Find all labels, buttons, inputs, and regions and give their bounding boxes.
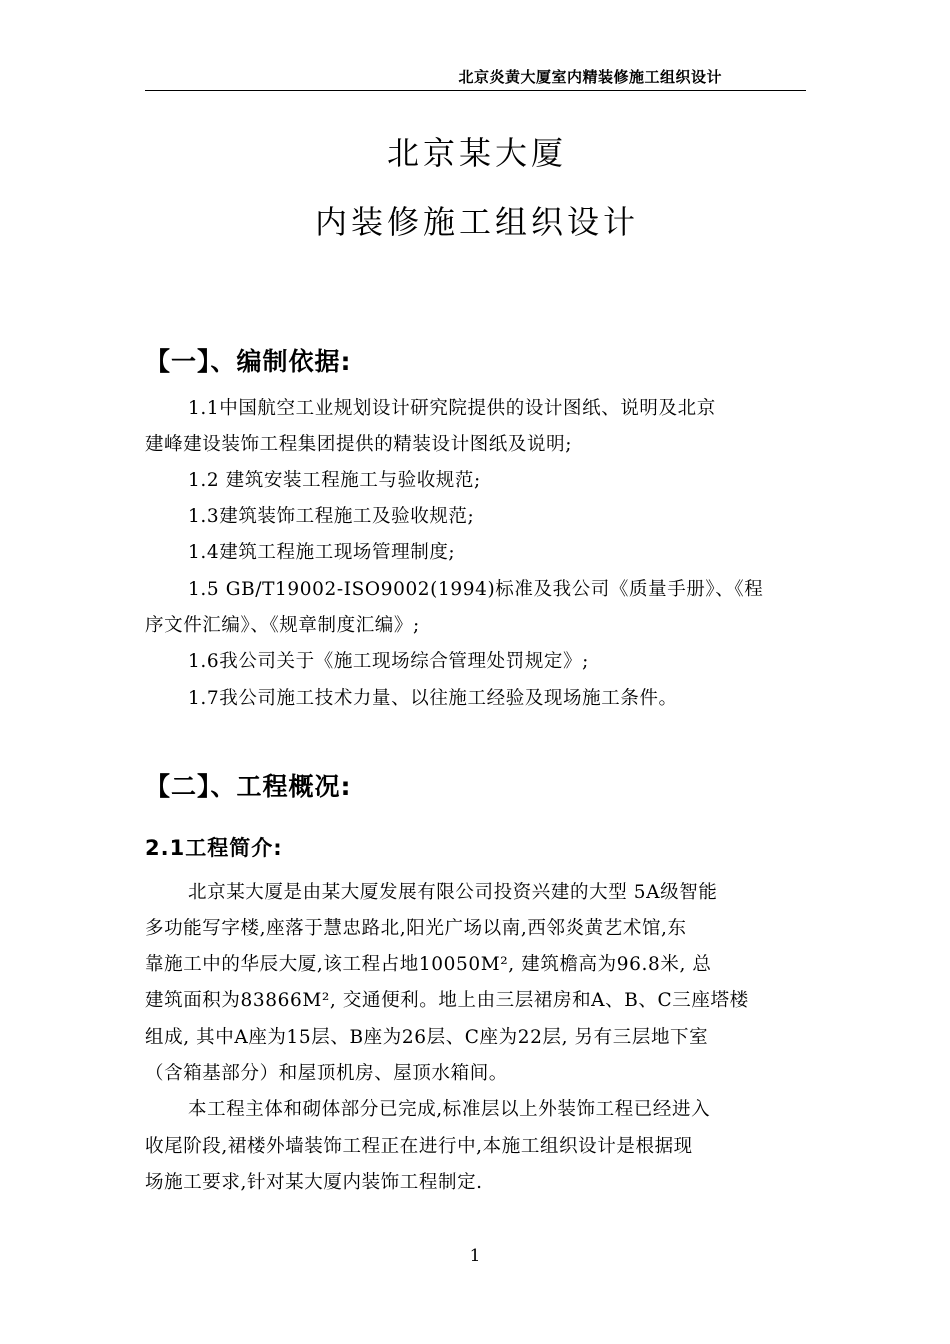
section-2-line: 本工程主体和砌体部分已完成,标准层以上外装饰工程已经进入 (188, 1099, 711, 1120)
section-1-line: 序文件汇编》、《规章制度汇编》; (145, 615, 420, 636)
section-2-line: 北京某大厦是由某大厦发展有限公司投资兴建的大型 5A级智能 (188, 882, 718, 903)
section-2-heading: 【二】、工程概况: (145, 772, 352, 801)
section-1-line: 1.4建筑工程施工现场管理制度; (188, 542, 456, 563)
section-1-line: 1.3建筑装饰工程施工及验收规范; (188, 506, 475, 527)
section-2-line: 组成, 其中A座为15层、B座为26层、C座为22层, 另有三层地下室 (145, 1027, 709, 1048)
section-1-line: 1.5 GB/T19002-ISO9002(1994)标准及我公司《质量手册》、《程 (188, 579, 764, 600)
doc-title-line-1: 北京某大厦 (386, 134, 567, 172)
running-header-title: 北京炎黄大厦室内精装修施工组织设计 (458, 68, 722, 86)
section-2-line: （含箱基部分）和屋顶机房、屋顶水箱间。 (145, 1063, 508, 1084)
section-1-line: 1.6我公司关于《施工现场综合管理处罚规定》; (188, 651, 589, 672)
section-1-line: 1.7我公司施工技术力量、以往施工经验及现场施工条件。 (188, 688, 678, 709)
section-1-line: 建峰建设装饰工程集团提供的精装设计图纸及说明; (145, 434, 573, 455)
section-2-1-heading: 2.1工程简介: (145, 836, 283, 860)
page-number: 1 (469, 1246, 481, 1266)
section-2-line: 收尾阶段,裙楼外墙装饰工程正在进行中,本施工组织设计是根据现 (145, 1136, 693, 1157)
section-2-line: 建筑面积为83866M², 交通便利。地上由三层裙房和A、B、C三座塔楼 (145, 990, 749, 1011)
section-2-line: 靠施工中的华辰大厦,该工程占地10050M², 建筑檐高为96.8米, 总 (145, 954, 712, 975)
section-2-line: 多功能写字楼,座落于慧忠路北,阳光广场以南,西邻炎黄艺术馆,东 (145, 918, 687, 939)
section-1-heading: 【一】、编制依据: (145, 347, 352, 376)
section-2-line: 场施工要求,针对某大厦内装饰工程制定. (145, 1172, 483, 1193)
section-1-line: 1.1中国航空工业规划设计研究院提供的设计图纸、说明及北京 (188, 398, 716, 419)
running-header (145, 64, 806, 91)
doc-title-line-2: 内装修施工组织设计 (314, 203, 639, 241)
section-1-line: 1.2 建筑安装工程施工与验收规范; (188, 470, 481, 491)
